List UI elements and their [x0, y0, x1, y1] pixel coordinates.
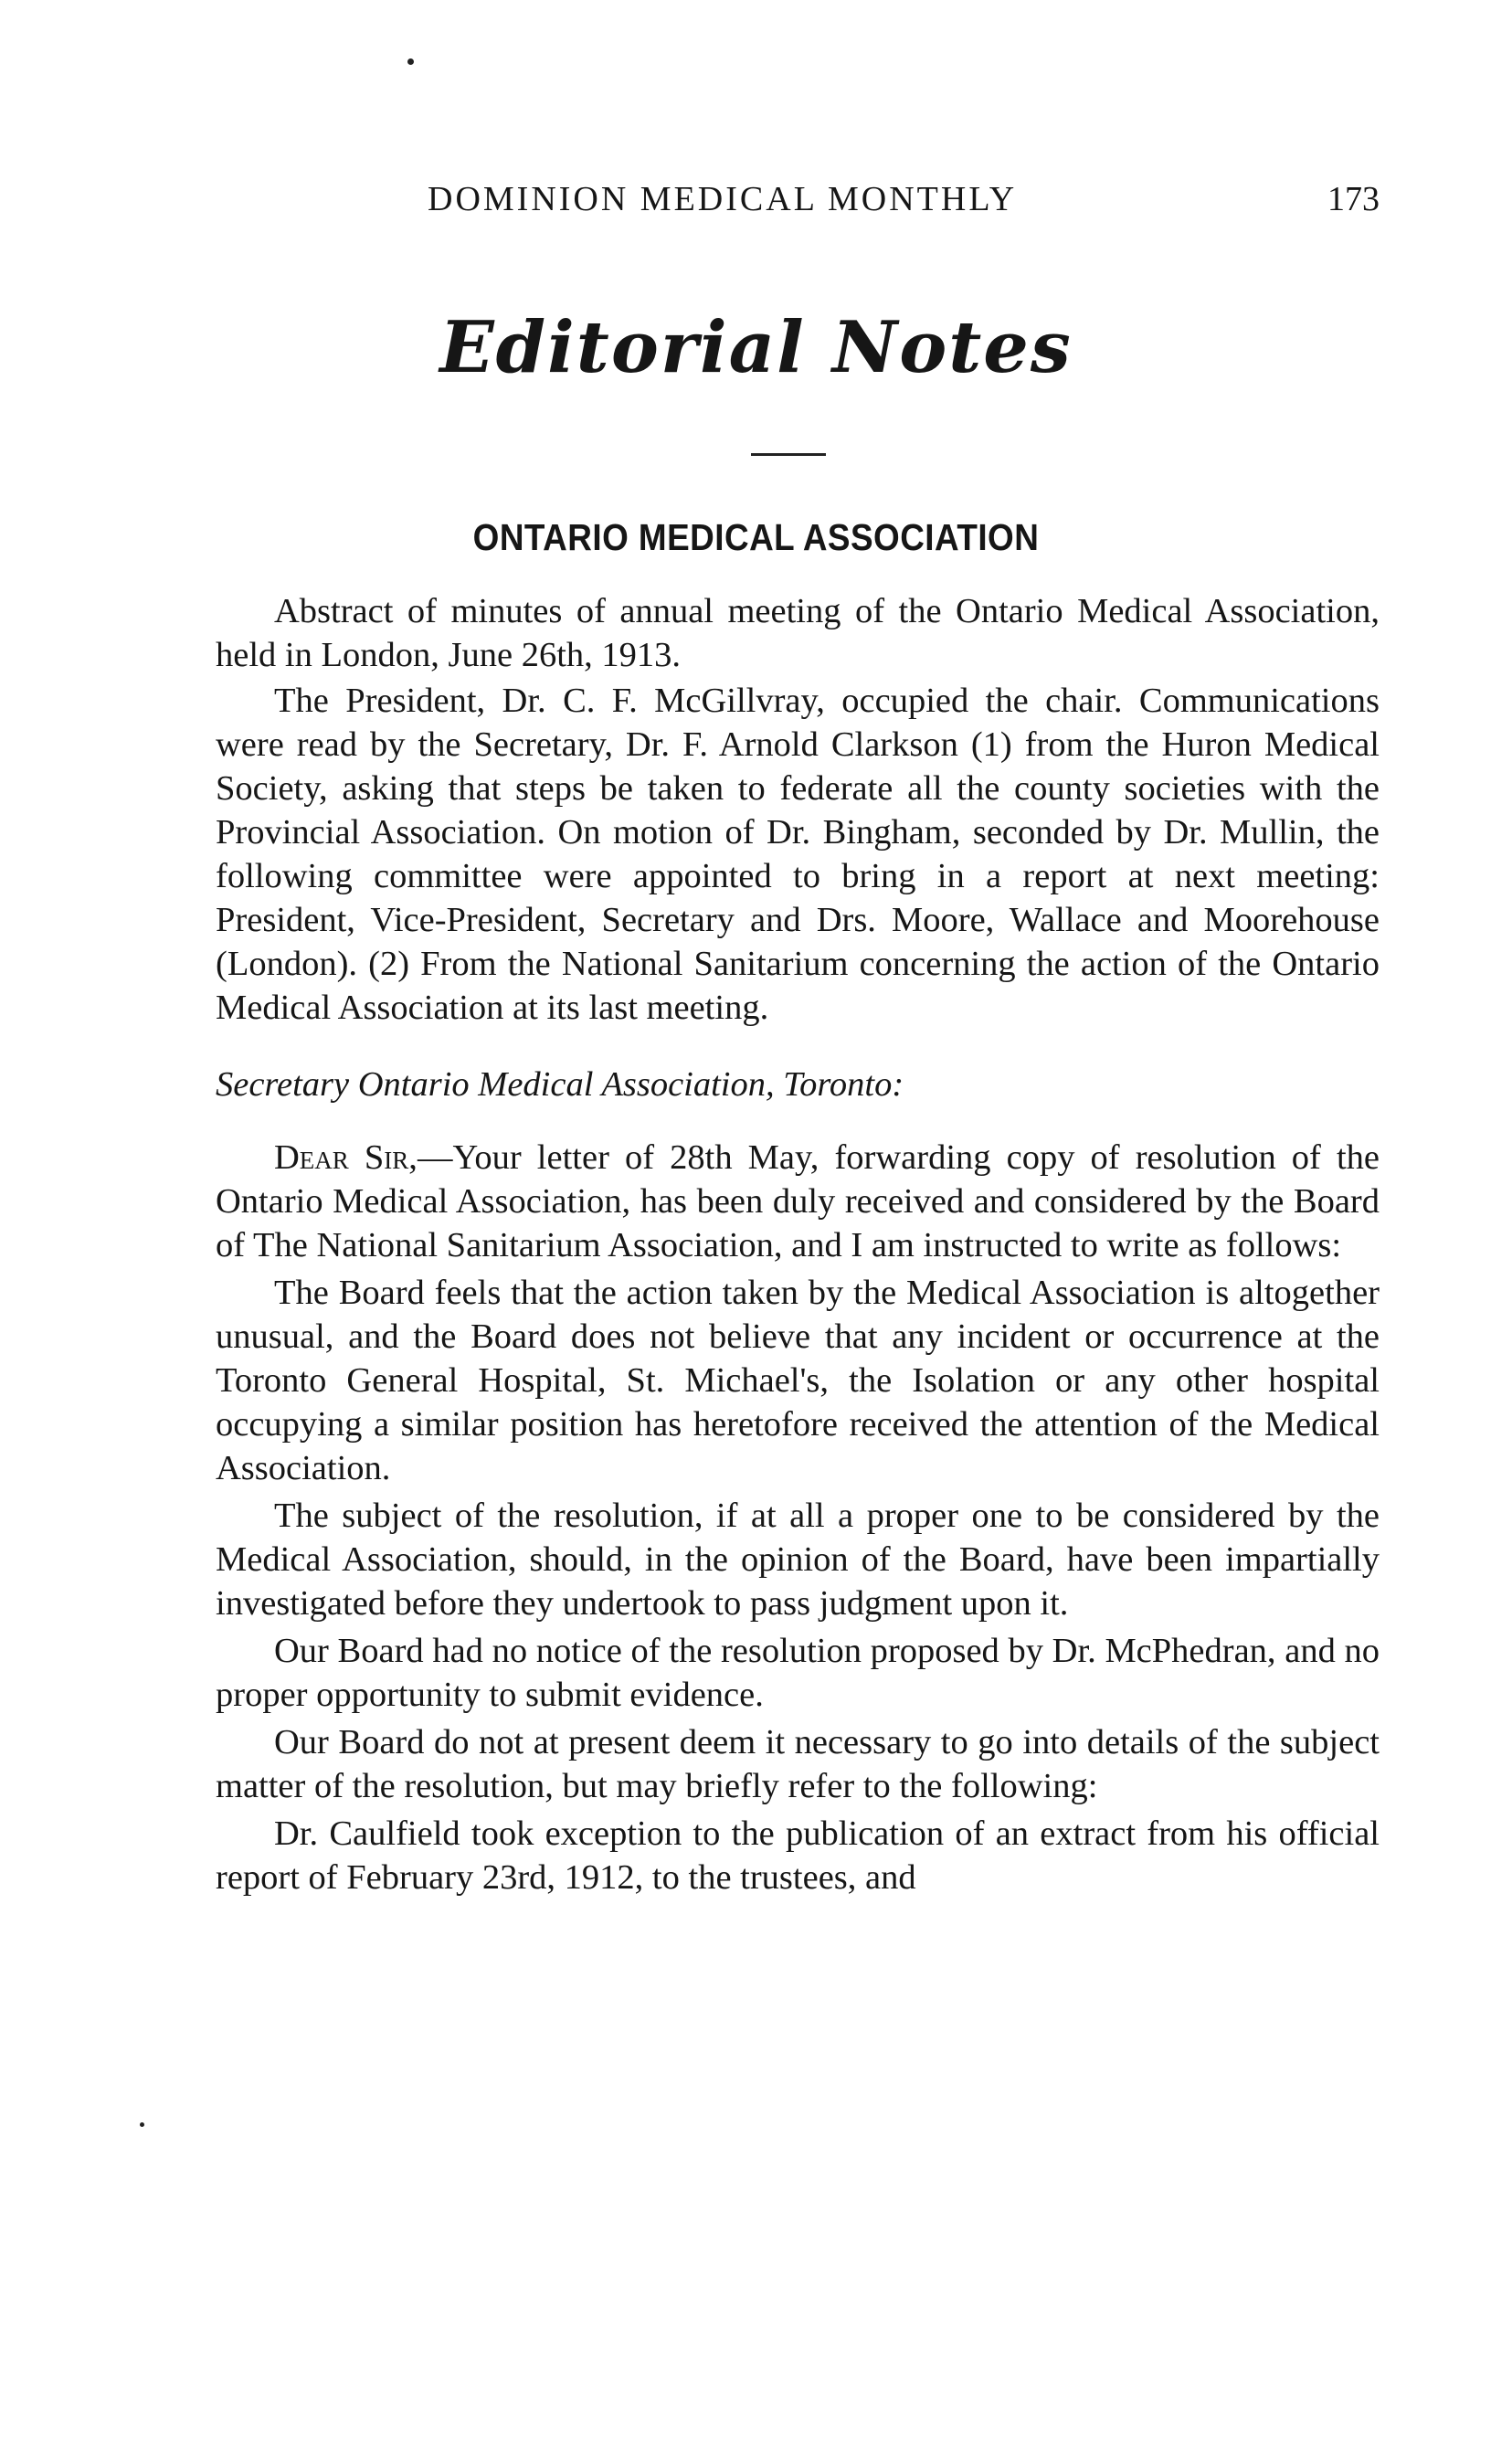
letter-paragraph: The subject of the resolution, if at all a proper one to be considered by the Medical Association, should, in the opinion of the Board, have been impartially investigated before they undertook to pass judgment upon it.: [216, 1497, 1380, 1623]
article-body: [216, 589, 1380, 1899]
page-number: 173: [1327, 180, 1380, 218]
title-rule: [751, 453, 826, 456]
journal-title: DOMINION MEDICAL MONTHLY: [428, 180, 1018, 218]
section-title: Editorial Notes: [439, 306, 1073, 389]
print-speck: [407, 58, 414, 65]
letter-paragraph: Our Board had no notice of the resolution proposed by Dr. McPhedran, and no proper opportunity to submit evidence.: [216, 1632, 1380, 1714]
letter-paragraph: Our Board do not at present deem it necessary to go into details of the subject matter of the resolution, but may briefly refer to the following:: [216, 1723, 1380, 1805]
print-speck: [140, 2122, 144, 2127]
letter-salutation: Dear Sir,: [274, 1138, 418, 1177]
letter-address: Secretary Ontario Medical Association, Toronto:: [216, 1065, 904, 1104]
letter-paragraph: The Board feels that the action taken by the Medical Association is altogether unusual, and the Board does not believe that any incident or occurrence at the Toronto General Hospital, St. Michael's, the Isolation or any other hospital occupying a similar position has heretofore received the attention of the Medical Association.: [216, 1274, 1380, 1487]
letter-opening-text: —Your letter of 28th May, forwarding copy of resolution of the Ontario Medical Association, has been duly received and considered by the Board of The National Sanitarium Association, and I am instructed to write as follows:: [216, 1138, 1380, 1264]
running-header: [216, 179, 1380, 234]
article-title: ONTARIO MEDICAL ASSOCIATION: [472, 516, 1040, 558]
paragraph: The President, Dr. C. F. McGillvray, occupied the chair. Communications were read by the Secretary, Dr. F. Arnold Clarkson (1) from the Huron Medical Society, asking that steps be taken to federate all the county societies with the Provincial Association. On motion of Dr. Bingham, seconded by Dr. Mullin, the following committee were appointed to bring in a report at next meeting: President, Vice-President, Secretary and Drs. Moore, Wallace and Moorehouse (London). (2) From the National Sanitarium concerning the action of the Ontario Medical Association at its last meeting.: [216, 682, 1380, 1027]
letter-opening-paragraph: [216, 1136, 1380, 1267]
paragraph: Abstract of minutes of annual meeting of the Ontario Medical Association, held in London, June 26th, 1913.: [216, 592, 1380, 674]
letter-paragraph: Dr. Caulfield took exception to the publication of an extract from his official report of February 23rd, 1912, to the trustees, and: [216, 1814, 1380, 1897]
